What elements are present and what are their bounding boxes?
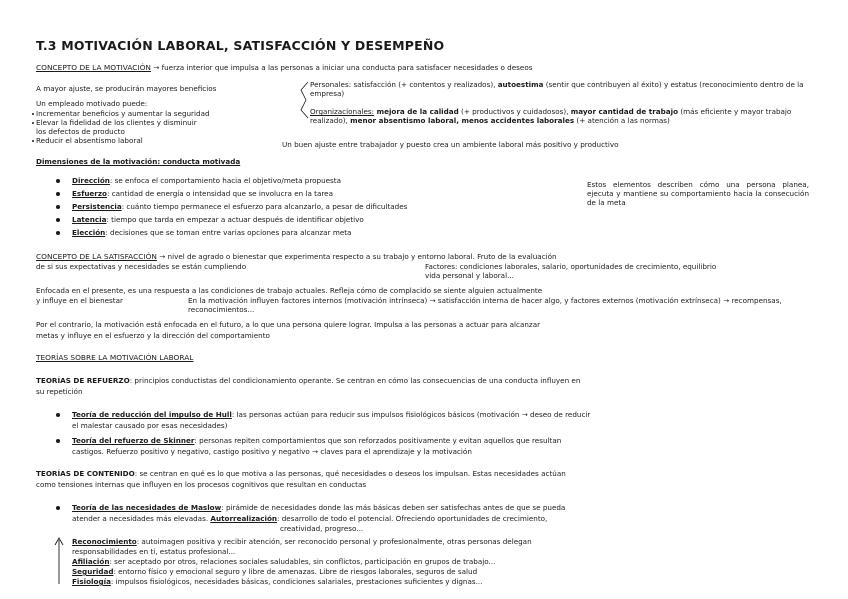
personal-text2: (sentir que contribuyen al éxito) y estatus (reconocimiento dentro de la empresa) <box>310 80 804 98</box>
content-text-2: como tensiones internas que influyen en los procesos cognitivos que resultan en conductas <box>36 480 367 489</box>
personal-label: Personales: <box>310 80 352 89</box>
need-desc: : ser aceptado por otros, relaciones sociales saludables, sin conflictos, participación en grupos de trabajo... <box>109 557 496 566</box>
bullet-dot <box>56 179 60 183</box>
dimension-term: Latencia <box>72 215 107 224</box>
satisfaction-definition: → nivel de agrado o bienestar que experimenta respecto a su trabajo y entorno laboral. Fruto de la evaluación <box>159 252 557 261</box>
motivation-header: CONCEPTO DE LA MOTIVACIÓN <box>36 63 151 72</box>
need-term: Seguridad <box>72 567 114 576</box>
bullet-dot <box>56 439 60 443</box>
motivation-left-line-1: A mayor ajuste, se producirán mayores beneficios <box>36 84 217 93</box>
content-theories <box>36 469 566 478</box>
maslow-desc-2-line <box>72 514 547 523</box>
bullet-dot <box>56 218 60 222</box>
personal-text: satisfacción (+ contentos y realizados), <box>351 80 498 89</box>
organizational-benefits <box>310 107 810 125</box>
dimensions-header: Dimensiones de la motivación: conducta motivada <box>36 157 241 166</box>
satisfaction-present: Enfocada en el presente, es una respuesta a las condiciones de trabajo actuales. Refleja cómo de complacido se siente alguien actualmente <box>36 286 543 295</box>
org-label: Organizacionales: <box>310 107 375 116</box>
maslow-desc-2: atender a necesidades más elevadas. <box>72 514 209 523</box>
personal-benefits <box>310 80 810 98</box>
maslow-term: Teoría de las necesidades de Maslow <box>72 503 222 512</box>
maslow-desc: : pirámide de necesidades donde las más básicas deben ser satisfechas antes de que se pueda <box>221 503 566 512</box>
need-security <box>72 567 477 576</box>
bullet-dot <box>56 506 60 510</box>
self-actualization-desc: : desarrollo de todo el potencial. Ofreciendo oportunidades de crecimiento, <box>277 514 548 523</box>
need-recognition-2: responsabilidades en ti, estatus profesional... <box>72 547 236 556</box>
content-label: TEORÍAS DE CONTENIDO <box>36 469 135 478</box>
need-desc: : impulsos fisiológicos, necesidades básicas, condiciones salariales, prestaciones suficientes y dignas... <box>110 577 483 586</box>
need-desc: : entorno físico y emocional seguro y libre de amenazas. Libre de riesgos laborales, seguros de salud <box>113 567 478 576</box>
reinforcement-theories <box>36 376 580 385</box>
dimension-desc: : cuánto tiempo permanece el esfuerzo para alcanzarlo, a pesar de dificultades <box>121 202 408 211</box>
hull-theory <box>72 410 590 419</box>
content-text: : se centran en qué es lo que motiva a las personas, qué necesidades o deseos los impulsan. Estas necesidades actúan <box>134 469 566 478</box>
fit-statement: Un buen ajuste entre trabajador y puesto crea un ambiente laboral más positivo y productivo <box>282 140 619 149</box>
dimension-desc: : cantidad de energía o intensidad que se involucra en la tarea <box>106 189 333 198</box>
need-desc: : autoimagen positiva y recibir atención, ser reconocido personal y profesionalmente, otras personas delegan <box>136 537 532 546</box>
satisfaction-factors: Factores: condiciones laborales, salario, oportunidades de crecimiento, equilibrio vida personal y laboral... <box>425 262 717 280</box>
dimension-desc: : tiempo que tarda en empezar a actuar después de identificar objetivo <box>106 215 364 224</box>
bullet-dot <box>56 231 60 235</box>
motivation-left-line-4: Elevar la fidelidad de los clientes y disminuir <box>36 118 197 127</box>
theories-header: TEORÍAS SOBRE LA MOTIVACIÓN LABORAL <box>36 353 194 362</box>
bullet-dot <box>56 413 60 417</box>
dimension-term: Dirección <box>72 176 110 185</box>
motivation-definition: → fuerza interior que impulsa a las personas a iniciar una conducta para satisfacer necesidades o deseos <box>153 63 533 72</box>
motivation-concept-line <box>36 63 532 72</box>
pyramid-up-arrow <box>54 536 64 586</box>
bullet-dot <box>56 192 60 196</box>
org-text2: (más eficiente y mayor trabajo realizado), <box>310 107 792 125</box>
org-text1: (+ productivos y cuidadosos), <box>458 107 571 116</box>
motivation-contrary: Por el contrario, la motivación está enfocada en el futuro, a lo que una persona quiere lograr. Impulsa a las personas a actuar para alcanzar <box>36 320 541 329</box>
motivation-left-line-3: Incrementar beneficios y aumentar la seguridad <box>36 109 210 118</box>
need-term: Reconocimiento <box>72 537 137 546</box>
org-bold1: mejora de la calidad <box>374 107 459 116</box>
need-physiology <box>72 577 482 586</box>
dimension-item-5 <box>72 228 351 237</box>
satisfaction-concept-line <box>36 252 557 261</box>
dimension-term: Esfuerzo <box>72 189 107 198</box>
bullet-dot <box>32 122 34 124</box>
motivation-contrary-2: metas y influye en el esfuerzo y la dirección del comportamiento <box>36 331 270 340</box>
satisfaction-present-2: y influye en el bienestar <box>36 296 123 305</box>
dimension-desc: : decisiones que se toman entre varias opciones para alcanzar meta <box>105 228 352 237</box>
satisfaction-definition-2: de si sus expectativas y necesidades se están cumpliendo <box>36 262 247 271</box>
hull-desc-2: el malestar causado por esas necesidades) <box>72 421 228 430</box>
skinner-desc: : personas repiten comportamientos que son reforzados positivamente y evitan aquellos que resultan <box>194 436 562 445</box>
org-text3: (+ atención a las normas) <box>574 116 670 125</box>
motivation-left-line-5: los defectos de producto <box>36 127 125 136</box>
personal-bold: autoestima <box>497 80 544 89</box>
bullet-dot <box>32 113 34 115</box>
need-affiliation <box>72 557 495 566</box>
skinner-desc-2: castigos. Refuerzo positivo y negativo, castigo positivo y negativo → claves para el aprendizaje y la motivación <box>72 447 472 456</box>
dimensions-note: Estos elementos describen cómo una persona planea, ejecuta y mantiene su comportamiento hacia la consecución de la meta <box>587 180 809 207</box>
reinforcement-text-2: su repetición <box>36 387 83 396</box>
org-bold3: menor absentismo laboral, menos accidentes laborales <box>350 116 575 125</box>
org-bold2: mayor cantidad de trabajo <box>570 107 679 116</box>
skinner-term: Teoría del refuerzo de Skinner <box>72 436 195 445</box>
dimension-item-4 <box>72 215 364 224</box>
maslow-theory <box>72 503 565 512</box>
hull-term: Teoría de reducción del impulso de Hull <box>72 410 232 419</box>
dimension-item-1 <box>72 176 341 185</box>
need-term: Fisiología <box>72 577 111 586</box>
dimension-term: Elección <box>72 228 106 237</box>
page-title: T.3 MOTIVACIÓN LABORAL, SATISFACCIÓN Y DESEMPEÑO <box>36 38 445 53</box>
bullet-dot <box>56 205 60 209</box>
motivation-left-line-2: Un empleado motivado puede: <box>36 99 148 108</box>
motivation-influence: En la motivación influyen factores internos (motivación intrínseca) → satisfacción interna de hacer algo, y factores externos (motivación extrínseca) → recompensas, reconocimientos... <box>188 296 782 314</box>
skinner-theory <box>72 436 561 445</box>
dimension-item-2 <box>72 189 333 198</box>
dimension-item-3 <box>72 202 407 211</box>
reinforcement-label: TEORÍAS DE REFUERZO <box>36 376 130 385</box>
satisfaction-header: CONCEPTO DE LA SATISFACCIÓN <box>36 252 157 261</box>
motivation-left-line-6: Reducir el absentismo laboral <box>36 136 143 145</box>
hull-desc: : las personas actúan para reducir sus impulsos fisiológicos básicos (motivación → deseo de reducir <box>231 410 591 419</box>
need-term: Afiliación <box>72 557 110 566</box>
dimension-desc: : se enfoca el comportamiento hacia el objetivo/meta propuesta <box>109 176 342 185</box>
need-recognition <box>72 537 532 546</box>
dimension-term: Persistencia <box>72 202 122 211</box>
brace-connector <box>298 80 310 120</box>
reinforcement-text: : principios conductistas del condicionamiento operante. Se centran en cómo las consecuencias de una conducta influyen en <box>129 376 581 385</box>
bullet-dot <box>32 140 34 142</box>
self-actualization-desc-2: creatividad, progreso... <box>280 524 364 533</box>
self-actualization-term: Autorrealización <box>210 514 278 523</box>
